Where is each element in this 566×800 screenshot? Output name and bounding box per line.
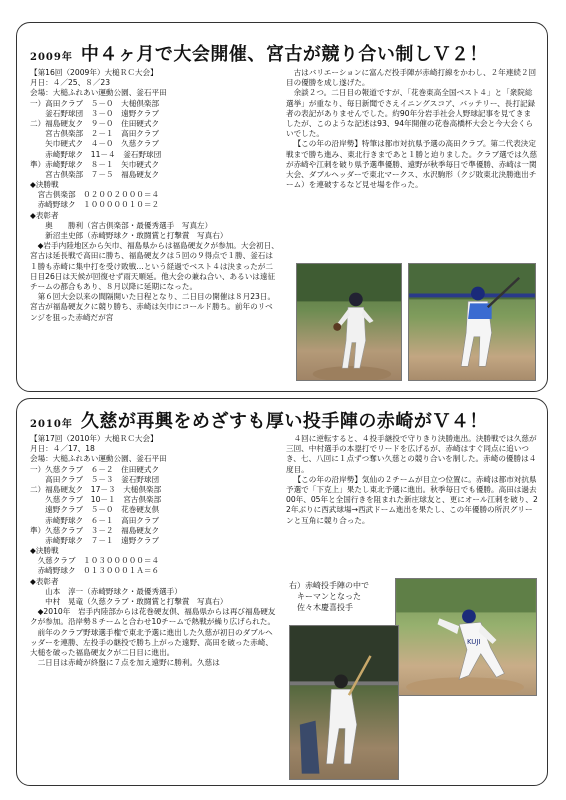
results-line: 月日：４／25、８／23 bbox=[30, 78, 111, 88]
results-line: 赤崎野球ク ７－１ 遠野クラブ bbox=[30, 535, 160, 545]
article-paragraph: ◆2010年 岩手内陸部からは花巻硬友倶、福島県からは再び福島硬友クが参加。沿岸勢８チームと合わせ10チームで熱戦が繰り広げられた。 bbox=[30, 607, 276, 627]
results-line: 一）高田クラブ ５－０ 大槌倶楽部 bbox=[30, 98, 160, 108]
results-line: ◆決勝戦 bbox=[30, 180, 59, 190]
results-line: 【第17回（2010年）大槌ＲＣ大会】 bbox=[30, 434, 158, 443]
results-line: 準）久慈クラブ ３－２ 福島硬友ク bbox=[30, 525, 160, 535]
article-paragraph: 第６回大会以来の間隔開いた日程となり、二日目の開催は８月23日。宮古が福島硬友クに競り勝ち、赤崎は矢巾にコールド勝ち。前年のリベンジを狙った赤崎だが宮 bbox=[30, 292, 276, 322]
section-2010-headline bbox=[30, 407, 540, 433]
photo-pitcher-oku bbox=[296, 263, 402, 381]
photo-pitcher-sasaki bbox=[395, 578, 537, 696]
results-line: 宮古倶楽部 ２－１ 高田クラブ bbox=[30, 129, 160, 139]
results-line: ◆表彰者 bbox=[30, 210, 59, 220]
svg-text:KUJI: KUJI bbox=[466, 637, 481, 646]
section-2010-year: 2010年 bbox=[30, 419, 73, 430]
photo-batter-niinuma bbox=[408, 263, 536, 381]
results-line: 準）赤崎野球ク ８－１ 矢巾硬式ク bbox=[30, 159, 160, 169]
article-paragraph: 【この年の沿岸勢】特筆は都市対抗県予選の高田クラブ。第二代表決定戦まで勝ち進み、東北行きまであと１勝と迫りました。クラブ選では久慈が赤崎や江刺を破り県予選準優勝、遠野が秋季毎日で準優勝、赤崎は一関大会、ダブルヘッダーで東北マークス、水沢駒形（クジ敗東北決勝進出チーム）を連破するなど見せ場を作った。 bbox=[286, 139, 538, 190]
results-line: 二）福島硬友ク 17－３ 大槌倶楽部 bbox=[30, 484, 162, 494]
article-paragraph: ◆岩手内陸地区から矢巾、福島県からは福島硬友クが参加。大会初日、宮古は延長戦で高田に勝ち、福島硬友クは５回の９得点で１勝、釜石は１勝も赤崎に集中打を受け敗戦…という経過でベスト４は決まったが二日目26日は天候が回復せず雨天順延。他大会の兼ね合い、あるいは遠征チームの都合もあり、８月以降に延期になった。 bbox=[30, 241, 279, 291]
section-2009-title: 中４ヶ月で大会開催、宮古が競り合い制しＶ２！ bbox=[80, 44, 488, 65]
article-paragraph: 二日目は赤崎が終盤に７点を加え遠野に勝利。久慈は bbox=[37, 658, 220, 668]
photo-batter-nakamura bbox=[289, 625, 399, 780]
results-line: 矢巾硬式ク ４－０ 久慈クラブ bbox=[30, 139, 160, 149]
results-line: 会場：大槌ふれあい運動公園、釜石平田 bbox=[30, 454, 167, 464]
results-line: 月日：４／17、18 bbox=[30, 444, 95, 454]
results-line: 釜石野球団 ３－０ 遠野クラブ bbox=[30, 108, 160, 118]
results-line: 山本 淳一（赤崎野球ク・最優秀選手） bbox=[30, 586, 182, 596]
results-line: 高田クラブ ５－３ 釜石野球団 bbox=[30, 474, 160, 484]
results-line: 新沼圭史郎（赤崎野球ク・敢闘賞と打撃賞 写真右） bbox=[30, 231, 228, 240]
results-line: 中村 晃竜（久慈クラブ・敢闘賞と打撃賞 写真右） bbox=[30, 597, 228, 606]
section-2009-left-column bbox=[30, 68, 280, 384]
caption-line: キーマンとなった bbox=[289, 592, 361, 601]
results-line: 遠野クラブ ５－０ 花巻硬友倶 bbox=[30, 505, 160, 515]
results-line: 宮古倶楽部 ０２００２０００＝４ bbox=[30, 190, 160, 200]
results-line: ◆決勝戦 bbox=[30, 546, 59, 556]
results-line: 会場：大槌ふれあい運動公園、釜石平田 bbox=[30, 88, 167, 98]
article-paragraph: 余談２つ。二日目の報道ですが、「花巻東高全国ベスト４」と「衆院総選挙」が重なり、毎日新聞でさえイニングスコア、バッテリー、長打記録者の表記がありませんでした。約90年分岩手社会人野球記事を見てきましたが、このような記述は93、94年開催の花巻高橋杯大会と今大会くらいでした。 bbox=[286, 88, 536, 139]
article-paragraph: 前年のクラブ野球選手権で東北予選に進出した久慈が初日のダブルヘッダーを連勝、左投手の継投で勝ち上がった遠野、高田を破った赤崎、大槌を破った福島硬友クが二日目に進出。 bbox=[30, 627, 273, 657]
results-line: 奥 勝利（宮古倶楽部・最優秀選手 写真左） bbox=[30, 220, 213, 230]
section-2009-right-column bbox=[286, 68, 538, 258]
results-line: 一）久慈クラブ ６－２ 住田硬式ク bbox=[30, 464, 160, 474]
section-2010-title: 久慈が再興をめざすも厚い投手陣の赤崎がＶ４！ bbox=[80, 411, 488, 432]
results-line: 赤崎野球ク ０１３０００１Ａ＝６ bbox=[30, 566, 160, 576]
results-line: 赤崎野球ク 11－４ 釜石野球団 bbox=[30, 149, 162, 159]
results-line: 【第16回（2009年）大槌ＲＣ大会】 bbox=[30, 68, 158, 77]
results-line: ◆表彰者 bbox=[30, 576, 59, 586]
caption-line: 右）赤崎投手陣の中で bbox=[289, 581, 369, 590]
photo-caption-sasaki bbox=[289, 580, 393, 613]
results-line: 二）福島硬友ク ９－０ 住田硬式ク bbox=[30, 118, 160, 128]
article-paragraph: ４回に逆転すると、４投手継投で守りきり決勝進出。決勝戦では久慈が三回、中村選手の本塁打でリードを広げるが、赤崎はすぐ同点に追いつき、七、八回に１点ずつ奪い久慈との競り合いを制した。赤崎の優勝は４度目。 bbox=[286, 434, 537, 474]
article-paragraph: 【この年の沿岸勢】気仙の２チームが目立つ位置に。赤崎は都市対抗県予選で「下克上」果たし東北予選に進出。秋季毎日でも優勝。高田は過去00年、05年と全国行きを阻まれた新庄球友と、更にオール江刺を破り、22年ぶりに西武球場→西武ドーム進出を果たし、この年優勝の所沢グリーンと互角に競り合った。 bbox=[286, 474, 538, 525]
caption-line: 佐々木慶喜投手 bbox=[289, 603, 353, 612]
article-paragraph: 古はバリエーションに富んだ投手陣が赤崎打線をかわし、２年連続２回目の優勝を成し遂げた。 bbox=[286, 68, 537, 88]
section-2010-left-column bbox=[30, 434, 280, 778]
results-line: 宮古倶楽部 ７－５ 福島硬友ク bbox=[30, 169, 160, 179]
section-2009-headline bbox=[30, 40, 540, 66]
section-2009-year: 2009年 bbox=[30, 52, 73, 63]
results-line: 久慈クラブ １０３０００００＝４ bbox=[30, 556, 160, 566]
results-line: 赤崎野球ク １０００００１０＝２ bbox=[30, 200, 160, 210]
results-line: 久慈クラブ 10－１ 宮古倶楽部 bbox=[30, 495, 162, 505]
results-line: 赤崎野球ク ６－１ 高田クラブ bbox=[30, 515, 160, 525]
section-2010-right-column bbox=[286, 434, 538, 578]
